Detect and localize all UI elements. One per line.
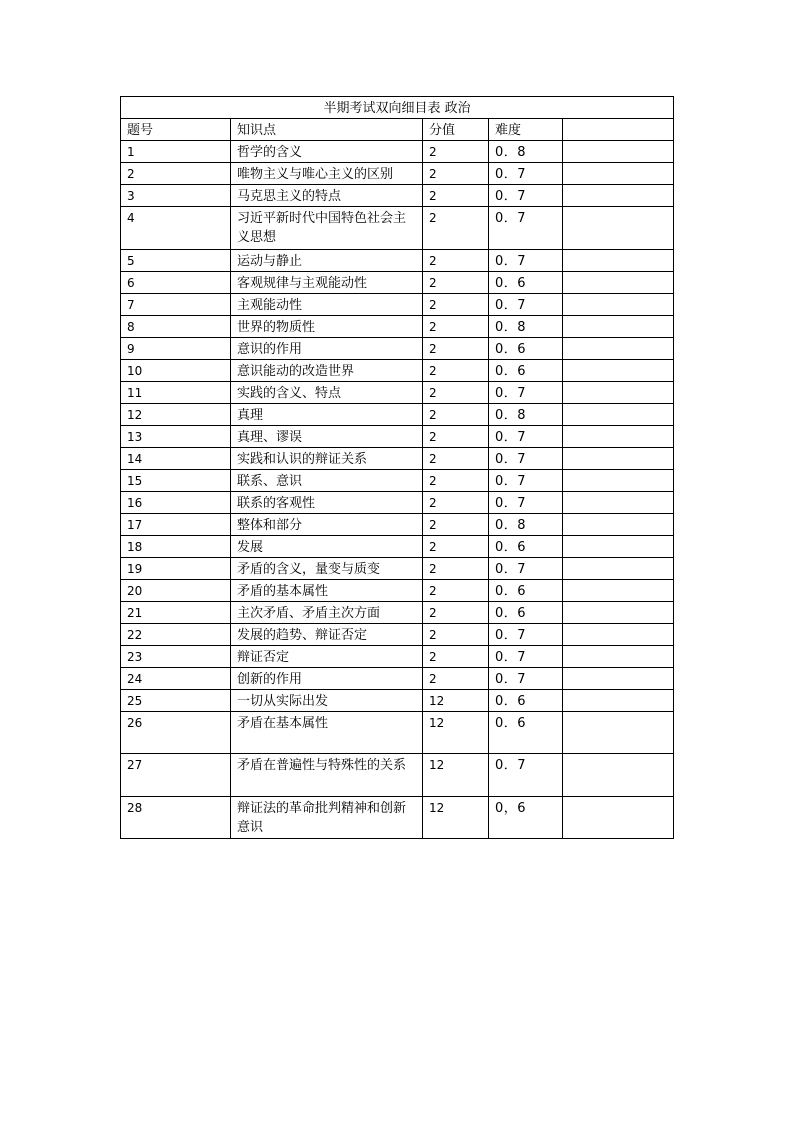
difficulty-cell: 0．8: [489, 141, 563, 163]
score-cell: 2: [423, 579, 489, 601]
difficulty-cell: 0．7: [489, 207, 563, 250]
question-no-cell: 25: [121, 689, 231, 711]
table-row: [121, 579, 674, 601]
table-row: [121, 754, 674, 797]
score-cell: 2: [423, 249, 489, 271]
table-row: [121, 337, 674, 359]
difficulty-cell: 0．6: [489, 711, 563, 754]
blank-cell: [563, 425, 674, 447]
score-cell: 2: [423, 535, 489, 557]
difficulty-cell: 0．6: [489, 601, 563, 623]
knowledge-point-cell: 习近平新时代中国特色社会主义思想: [231, 207, 423, 250]
question-no-cell: 28: [121, 796, 231, 839]
header-knowledge-point: 知识点: [231, 119, 423, 141]
knowledge-point-cell: 矛盾的含义，量变与质变: [231, 557, 423, 579]
knowledge-point-cell: 辩证否定: [231, 645, 423, 667]
blank-cell: [563, 359, 674, 381]
difficulty-cell: 0．8: [489, 403, 563, 425]
table-row: [121, 141, 674, 163]
score-cell: 2: [423, 491, 489, 513]
table-row: [121, 185, 674, 207]
table-row: [121, 315, 674, 337]
question-no-cell: 6: [121, 271, 231, 293]
question-no-cell: 17: [121, 513, 231, 535]
knowledge-point-cell: 世界的物质性: [231, 315, 423, 337]
difficulty-cell: 0．7: [489, 425, 563, 447]
blank-cell: [563, 249, 674, 271]
score-cell: 12: [423, 689, 489, 711]
table-row: [121, 623, 674, 645]
score-cell: 2: [423, 403, 489, 425]
table-row: [121, 535, 674, 557]
knowledge-point-cell: 唯物主义与唯心主义的区别: [231, 163, 423, 185]
question-no-cell: 3: [121, 185, 231, 207]
score-cell: 2: [423, 293, 489, 315]
table-row: [121, 447, 674, 469]
blank-cell: [563, 141, 674, 163]
question-no-cell: 12: [121, 403, 231, 425]
knowledge-point-cell: 真理: [231, 403, 423, 425]
difficulty-cell: 0．7: [489, 163, 563, 185]
score-cell: 2: [423, 469, 489, 491]
score-cell: 2: [423, 623, 489, 645]
table-row: [121, 381, 674, 403]
knowledge-point-cell: 辩证法的革命批判精神和创新意识: [231, 796, 423, 839]
title-row: [121, 97, 674, 119]
question-no-cell: 4: [121, 207, 231, 250]
knowledge-point-cell: 联系的客观性: [231, 491, 423, 513]
score-cell: 2: [423, 271, 489, 293]
question-no-cell: 10: [121, 359, 231, 381]
blank-cell: [563, 579, 674, 601]
question-no-cell: 20: [121, 579, 231, 601]
header-row: [121, 119, 674, 141]
score-cell: 2: [423, 645, 489, 667]
difficulty-cell: 0．6: [489, 271, 563, 293]
question-no-cell: 9: [121, 337, 231, 359]
knowledge-point-cell: 哲学的含义: [231, 141, 423, 163]
knowledge-point-cell: 意识的作用: [231, 337, 423, 359]
table-row: [121, 425, 674, 447]
table-row: [121, 689, 674, 711]
difficulty-cell: 0．7: [489, 623, 563, 645]
difficulty-cell: 0．7: [489, 667, 563, 689]
question-no-cell: 5: [121, 249, 231, 271]
table-row: [121, 469, 674, 491]
question-no-cell: 1: [121, 141, 231, 163]
difficulty-cell: 0．7: [489, 185, 563, 207]
blank-cell: [563, 491, 674, 513]
blank-cell: [563, 796, 674, 839]
blank-cell: [563, 535, 674, 557]
knowledge-point-cell: 一切从实际出发: [231, 689, 423, 711]
knowledge-point-cell: 主次矛盾、矛盾主次方面: [231, 601, 423, 623]
score-cell: 2: [423, 163, 489, 185]
question-no-cell: 22: [121, 623, 231, 645]
table-row: [121, 403, 674, 425]
blank-cell: [563, 185, 674, 207]
difficulty-cell: 0．7: [489, 645, 563, 667]
knowledge-point-cell: 联系、意识: [231, 469, 423, 491]
blank-cell: [563, 337, 674, 359]
blank-cell: [563, 557, 674, 579]
score-cell: 2: [423, 207, 489, 250]
table-row: [121, 645, 674, 667]
table-row: [121, 207, 674, 250]
question-no-cell: 11: [121, 381, 231, 403]
score-cell: 2: [423, 425, 489, 447]
header-question-no: 题号: [121, 119, 231, 141]
blank-cell: [563, 315, 674, 337]
blank-cell: [563, 689, 674, 711]
difficulty-cell: 0．6: [489, 689, 563, 711]
blank-cell: [563, 469, 674, 491]
blank-cell: [563, 667, 674, 689]
difficulty-cell: 0．7: [489, 381, 563, 403]
difficulty-cell: 0．6: [489, 359, 563, 381]
knowledge-point-cell: 实践的含义、特点: [231, 381, 423, 403]
blank-cell: [563, 645, 674, 667]
blank-cell: [563, 271, 674, 293]
blank-cell: [563, 711, 674, 754]
score-cell: 2: [423, 381, 489, 403]
score-cell: 2: [423, 359, 489, 381]
header-blank: [563, 119, 674, 141]
table-row: [121, 271, 674, 293]
question-no-cell: 19: [121, 557, 231, 579]
specification-table: [120, 96, 674, 839]
table-row: [121, 513, 674, 535]
question-no-cell: 14: [121, 447, 231, 469]
knowledge-point-cell: 矛盾在普遍性与特殊性的关系: [231, 754, 423, 797]
score-cell: 12: [423, 754, 489, 797]
score-cell: 2: [423, 557, 489, 579]
blank-cell: [563, 513, 674, 535]
question-no-cell: 23: [121, 645, 231, 667]
difficulty-cell: 0．7: [489, 447, 563, 469]
question-no-cell: 18: [121, 535, 231, 557]
question-no-cell: 27: [121, 754, 231, 797]
knowledge-point-cell: 发展: [231, 535, 423, 557]
header-score: 分值: [423, 119, 489, 141]
table-row: [121, 667, 674, 689]
table-row: [121, 711, 674, 754]
difficulty-cell: 0．7: [489, 491, 563, 513]
score-cell: 2: [423, 513, 489, 535]
knowledge-point-cell: 矛盾在基本属性: [231, 711, 423, 754]
knowledge-point-cell: 客观规律与主观能动性: [231, 271, 423, 293]
knowledge-point-cell: 矛盾的基本属性: [231, 579, 423, 601]
blank-cell: [563, 293, 674, 315]
score-cell: 2: [423, 315, 489, 337]
difficulty-cell: 0．8: [489, 315, 563, 337]
blank-cell: [563, 163, 674, 185]
question-no-cell: 26: [121, 711, 231, 754]
score-cell: 2: [423, 667, 489, 689]
blank-cell: [563, 601, 674, 623]
knowledge-point-cell: 发展的趋势、辩证否定: [231, 623, 423, 645]
blank-cell: [563, 447, 674, 469]
question-no-cell: 13: [121, 425, 231, 447]
difficulty-cell: 0．7: [489, 469, 563, 491]
knowledge-point-cell: 运动与静止: [231, 249, 423, 271]
table-row: [121, 601, 674, 623]
question-no-cell: 15: [121, 469, 231, 491]
score-cell: 2: [423, 185, 489, 207]
difficulty-cell: 0．6: [489, 337, 563, 359]
knowledge-point-cell: 实践和认识的辩证关系: [231, 447, 423, 469]
knowledge-point-cell: 意识能动的改造世界: [231, 359, 423, 381]
blank-cell: [563, 403, 674, 425]
knowledge-point-cell: 真理、谬误: [231, 425, 423, 447]
question-no-cell: 8: [121, 315, 231, 337]
score-cell: 2: [423, 337, 489, 359]
question-no-cell: 2: [121, 163, 231, 185]
header-difficulty: 难度: [489, 119, 563, 141]
score-cell: 12: [423, 796, 489, 839]
difficulty-cell: 0．8: [489, 513, 563, 535]
difficulty-cell: 0．6: [489, 535, 563, 557]
knowledge-point-cell: 创新的作用: [231, 667, 423, 689]
difficulty-cell: 0．7: [489, 249, 563, 271]
difficulty-cell: 0．7: [489, 293, 563, 315]
table-row: [121, 491, 674, 513]
blank-cell: [563, 623, 674, 645]
table-row: [121, 163, 674, 185]
table-row: [121, 796, 674, 839]
score-cell: 2: [423, 601, 489, 623]
table-title: 半期考试双向细目表 政治: [121, 97, 674, 119]
difficulty-cell: 0，6: [489, 796, 563, 839]
score-cell: 2: [423, 141, 489, 163]
table-row: [121, 249, 674, 271]
table-row: [121, 557, 674, 579]
question-no-cell: 16: [121, 491, 231, 513]
score-cell: 12: [423, 711, 489, 754]
table-row: [121, 293, 674, 315]
difficulty-cell: 0．7: [489, 754, 563, 797]
question-no-cell: 24: [121, 667, 231, 689]
question-no-cell: 7: [121, 293, 231, 315]
blank-cell: [563, 381, 674, 403]
knowledge-point-cell: 主观能动性: [231, 293, 423, 315]
question-no-cell: 21: [121, 601, 231, 623]
difficulty-cell: 0．7: [489, 557, 563, 579]
blank-cell: [563, 207, 674, 250]
score-cell: 2: [423, 447, 489, 469]
difficulty-cell: 0．6: [489, 579, 563, 601]
knowledge-point-cell: 整体和部分: [231, 513, 423, 535]
blank-cell: [563, 754, 674, 797]
table-row: [121, 359, 674, 381]
knowledge-point-cell: 马克思主义的特点: [231, 185, 423, 207]
